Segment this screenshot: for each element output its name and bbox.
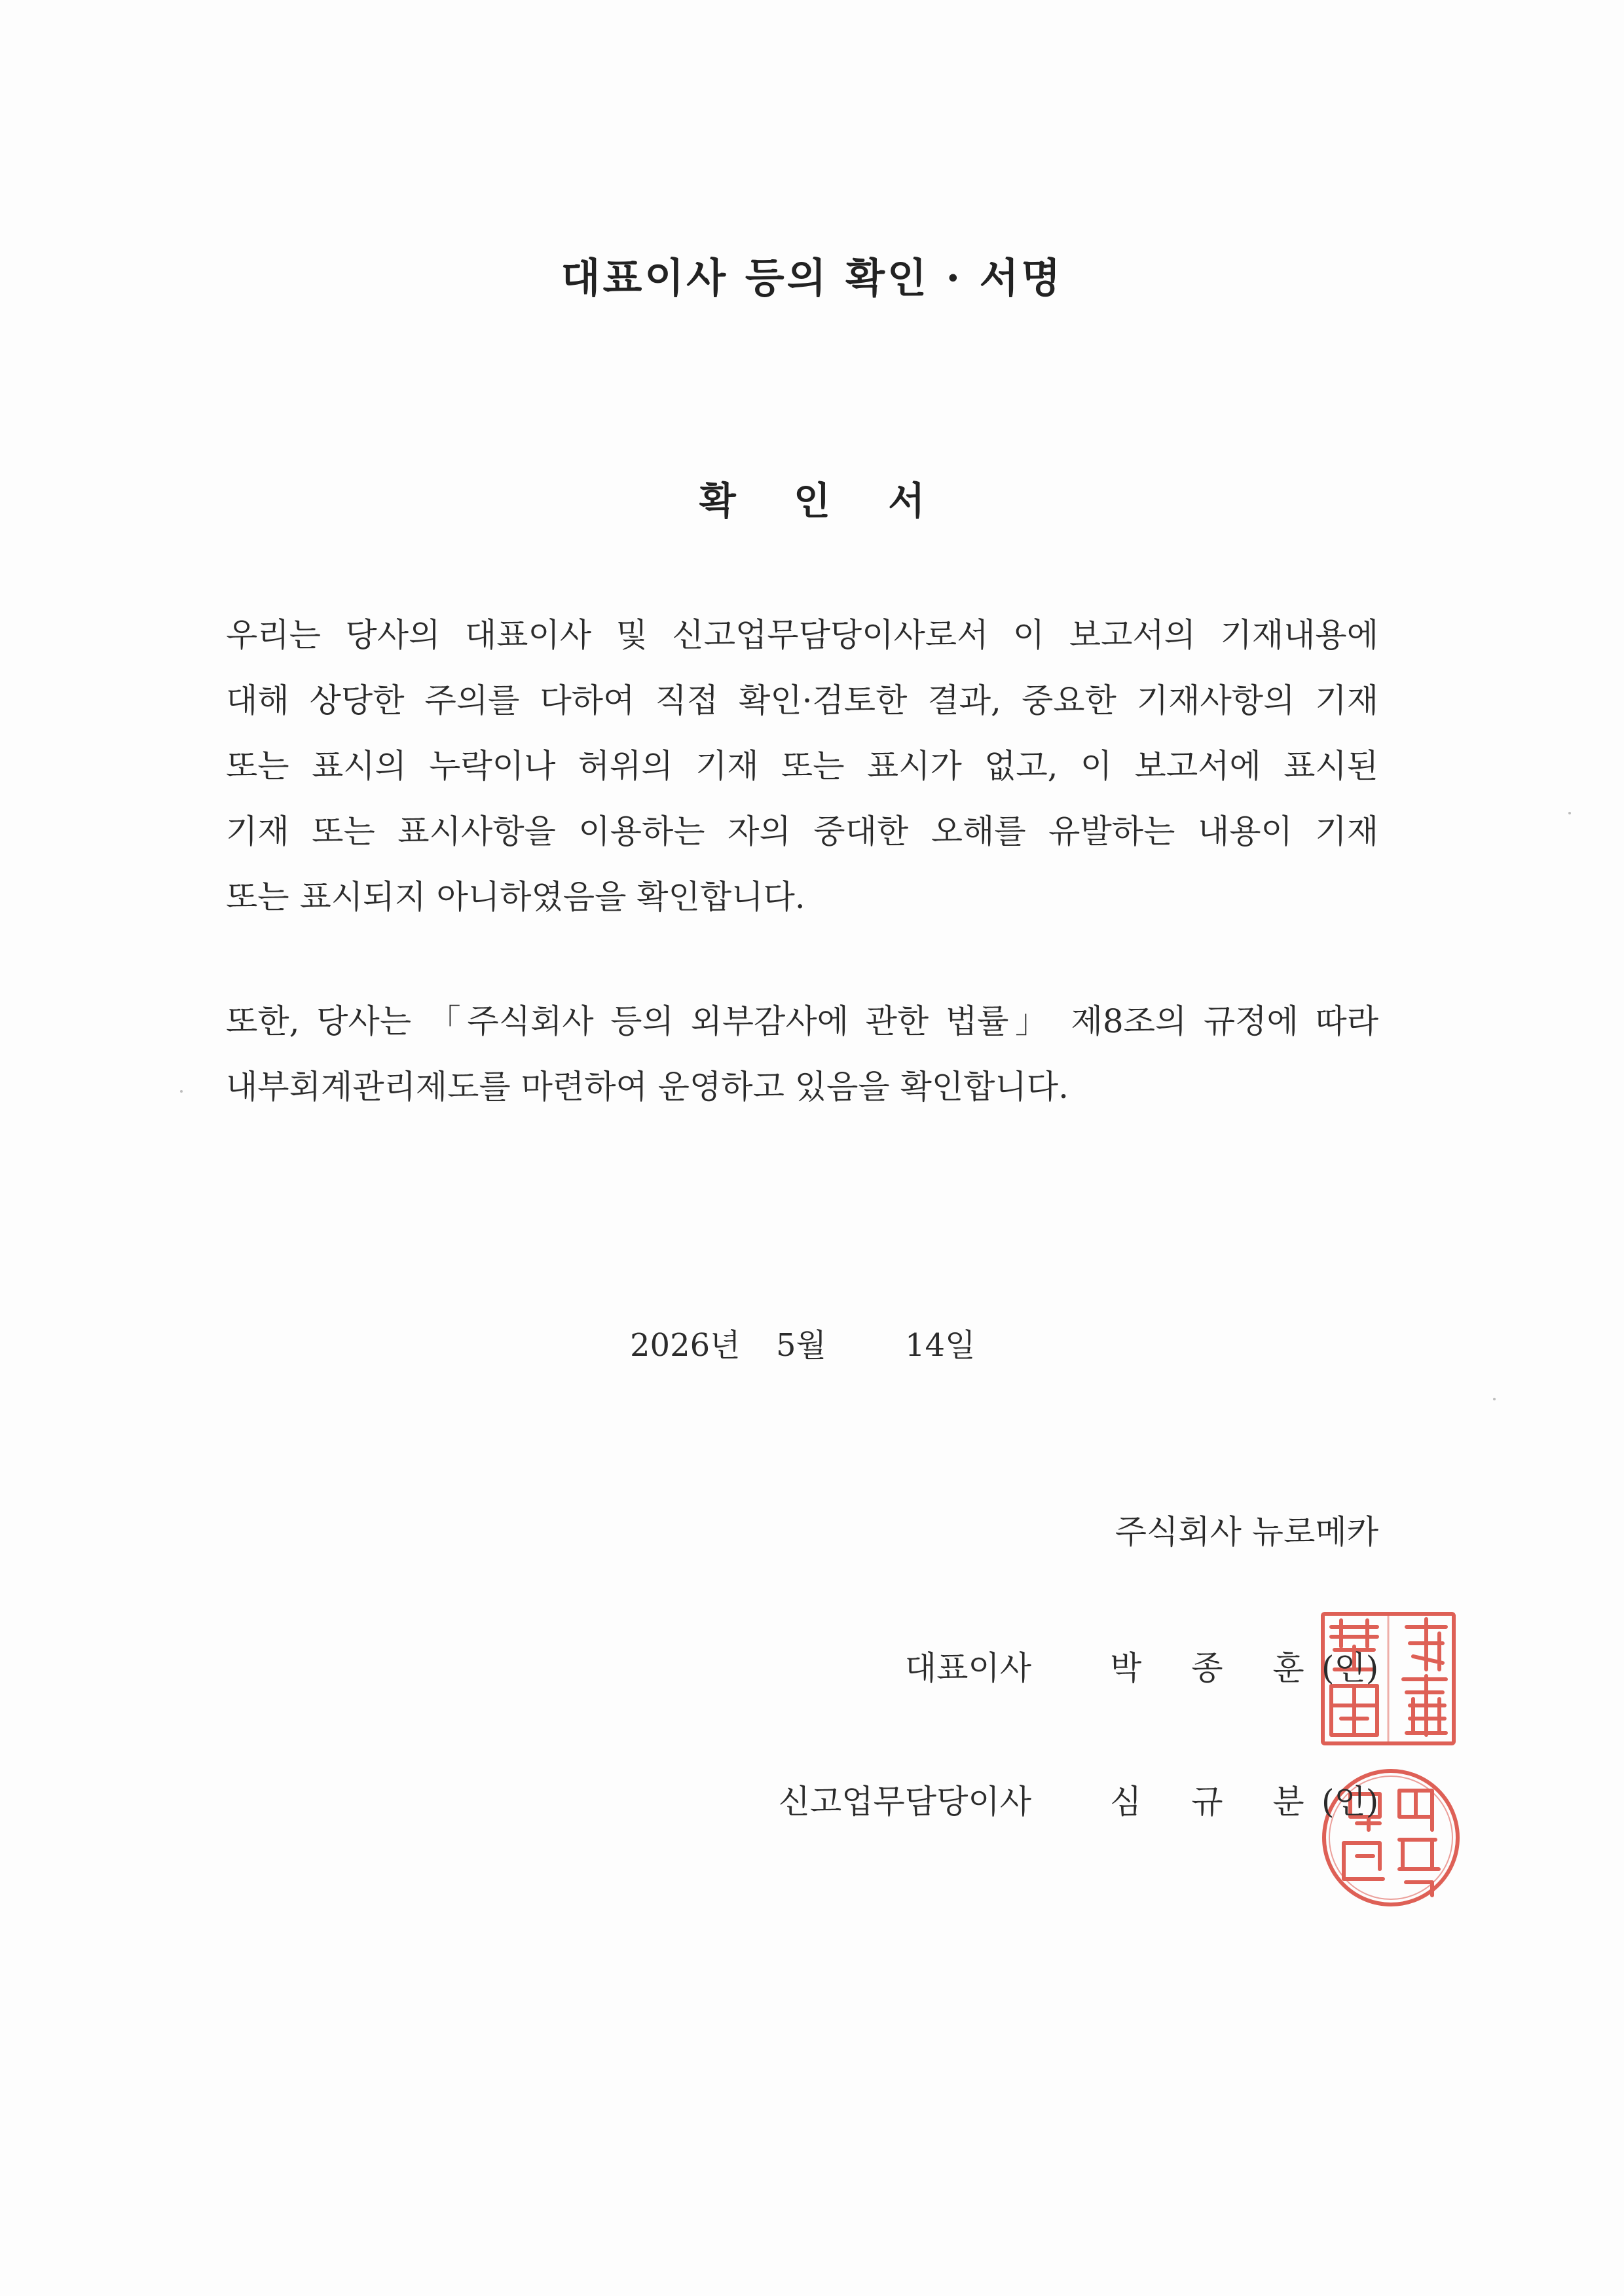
seal-label: (인)	[1321, 1783, 1379, 1821]
date-month: 5월	[776, 1327, 826, 1364]
scan-speck	[1568, 812, 1571, 814]
signatory-name: 박 종 훈	[1110, 1649, 1324, 1687]
seal-label: (인)	[1321, 1649, 1379, 1687]
confirmation-paragraph	[226, 602, 1378, 930]
date-year: 2026년	[630, 1327, 741, 1364]
paragraph-line: 또는 표시의 누락이나 허위의 기재 또는 표시가 없고, 이 보고서에 표시된	[226, 747, 1378, 785]
internal-control-paragraph	[226, 989, 1378, 1120]
signatory-name: 심 규 분	[1110, 1783, 1324, 1821]
document-title: 대표이사 등의 확인 · 서명	[561, 254, 1063, 302]
signatory-role: 대표이사	[904, 1649, 1031, 1687]
paragraph-line: 우리는 당사의 대표이사 및 신고업무담당이사로서 이 보고서의 기재내용에	[226, 616, 1378, 654]
scan-speck	[1493, 1398, 1496, 1400]
paragraph-line: 또는 표시되지 아니하였음을 확인합니다.	[226, 878, 805, 916]
paragraph-line: 또한, 당사는 「주식회사 등의 외부감사에 관한 법률」 제8조의 규정에 따라	[226, 1002, 1378, 1040]
paragraph-line: 기재 또는 표시사항을 이용하는 자의 중대한 오해를 유발하는 내용이 기재	[226, 812, 1378, 850]
document-date	[0, 1319, 1624, 1372]
signatory-role: 신고업무담당이사	[778, 1783, 1031, 1821]
document-subtitle: 확 인 서	[699, 479, 948, 523]
date-day: 14일	[905, 1327, 976, 1364]
scan-speck	[180, 1090, 183, 1093]
company-name: 주식회사 뉴로메카	[1115, 1513, 1378, 1551]
paragraph-line: 대해 상당한 주의를 다하여 직접 확인·검토한 결과, 중요한 기재사항의 기재	[226, 682, 1378, 720]
paragraph-line: 내부회계관리제도를 마련하여 운영하고 있음을 확인합니다.	[226, 1068, 1069, 1106]
